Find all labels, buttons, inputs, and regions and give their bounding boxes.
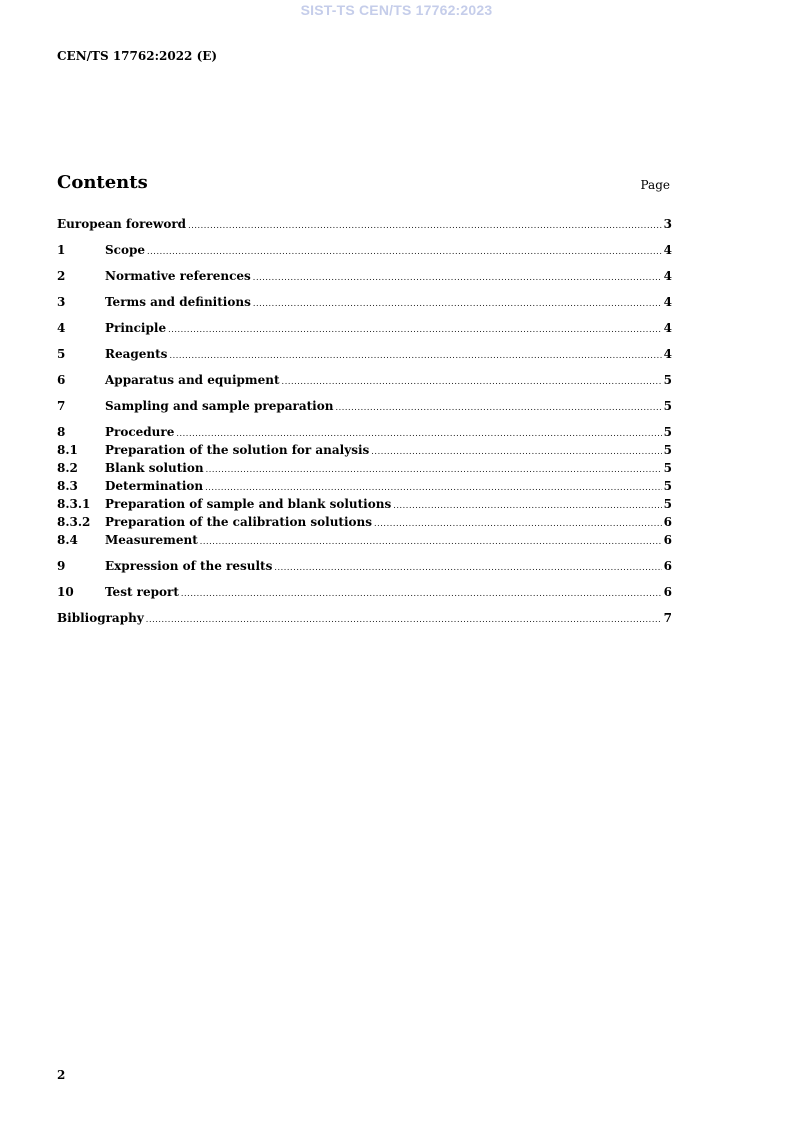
toc-entry-page: 6	[663, 533, 672, 547]
document-identifier: CEN/TS 17762:2022 (E)	[57, 49, 218, 63]
toc-entry-number: 4	[57, 321, 66, 335]
toc-entry-title: Apparatus and equipment	[105, 373, 280, 387]
toc-entry-title: Test report	[105, 585, 179, 599]
toc-entry-title: Measurement	[105, 533, 198, 547]
toc-entry-page: 6	[663, 515, 672, 529]
page-column-label: Page	[640, 178, 670, 192]
toc-entry-page: 6	[663, 585, 672, 599]
toc-entry-page: 5	[663, 373, 672, 387]
toc-entry-page: 4	[663, 243, 672, 257]
toc-entry-title: Reagents	[105, 347, 168, 361]
toc-entry-title: Principle	[105, 321, 167, 335]
toc-entry-page: 7	[663, 611, 672, 625]
toc-entry-page: 6	[663, 559, 672, 573]
contents-title: Contents	[57, 172, 148, 193]
toc-entry-expression-of-results[interactable]	[57, 558, 672, 576]
toc-entry-sample-blank-solutions[interactable]	[57, 496, 672, 514]
toc-entry-page: 4	[663, 269, 672, 283]
toc-entry-title: Preparation of the solution for analysis	[105, 443, 370, 457]
toc-entry-title: Normative references	[105, 269, 251, 283]
toc-entry-title: Terms and definitions	[105, 295, 251, 309]
toc-entry-test-report[interactable]	[57, 584, 672, 602]
dot-leader	[188, 217, 662, 234]
toc-entry-page: 5	[663, 461, 672, 475]
toc-entry-procedure[interactable]	[57, 424, 672, 442]
toc-entry-page: 4	[663, 347, 672, 361]
toc-entry-number: 10	[57, 585, 74, 599]
toc-entry-page: 5	[663, 443, 672, 457]
contents-header	[57, 172, 672, 198]
dot-leader	[253, 295, 662, 312]
toc-entry-title: Blank solution	[105, 461, 204, 475]
toc-entry-title: European foreword	[57, 217, 187, 231]
toc-entry-title: Determination	[105, 479, 204, 493]
toc-entry-preparation-solution[interactable]	[57, 442, 672, 460]
toc-entry-title: Expression of the results	[105, 559, 273, 573]
toc-entry-number: 5	[57, 347, 66, 361]
toc-entry-title: Scope	[105, 243, 146, 257]
watermark-text: SIST-TS CEN/TS 17762:2023	[300, 2, 493, 18]
page-number: 2	[57, 1068, 66, 1082]
dot-leader	[371, 443, 661, 460]
dot-leader	[181, 585, 662, 602]
dot-leader	[176, 425, 661, 442]
toc-entry-apparatus-and-equipment[interactable]	[57, 372, 672, 390]
toc-entry-principle[interactable]	[57, 320, 672, 338]
dot-leader	[147, 243, 662, 260]
toc-entry-title: Bibliography	[57, 611, 144, 625]
toc-entry-page: 4	[663, 295, 672, 309]
dot-leader	[146, 611, 662, 628]
toc-entry-title: Preparation of the calibration solutions	[105, 515, 372, 529]
toc-entry-number: 8.3	[57, 479, 78, 493]
table-of-contents	[57, 216, 672, 628]
toc-entry-number: 8.1	[57, 443, 78, 457]
dot-leader	[393, 497, 661, 514]
toc-entry-number: 8.4	[57, 533, 78, 547]
dot-leader	[253, 269, 662, 286]
toc-entry-page: 5	[663, 425, 672, 439]
dot-leader	[274, 559, 661, 576]
toc-entry-title: Sampling and sample preparation	[105, 399, 334, 413]
dot-leader	[282, 373, 662, 390]
toc-entry-page: 4	[663, 321, 672, 335]
toc-entry-page: 5	[663, 497, 672, 511]
toc-entry-number: 3	[57, 295, 66, 309]
toc-entry-page: 5	[663, 399, 672, 413]
toc-entry-european-foreword[interactable]	[57, 216, 672, 234]
toc-entry-terms-and-definitions[interactable]	[57, 294, 672, 312]
toc-entry-measurement[interactable]	[57, 532, 672, 550]
toc-entry-number: 8.3.2	[57, 515, 91, 529]
toc-entry-number: 9	[57, 559, 66, 573]
toc-entry-sampling[interactable]	[57, 398, 672, 416]
toc-entry-title: Procedure	[105, 425, 175, 439]
toc-entry-number: 8.3.1	[57, 497, 91, 511]
toc-entry-reagents[interactable]	[57, 346, 672, 364]
dot-leader	[205, 479, 662, 496]
toc-entry-number: 8	[57, 425, 66, 439]
dot-leader	[169, 347, 661, 364]
toc-entry-scope[interactable]	[57, 242, 672, 260]
dot-leader	[335, 399, 661, 416]
toc-entry-page: 3	[663, 217, 672, 231]
toc-entry-title: Preparation of sample and blank solutions	[105, 497, 392, 511]
toc-entry-number: 7	[57, 399, 66, 413]
dot-leader	[374, 515, 662, 532]
toc-entry-number: 2	[57, 269, 66, 283]
toc-entry-number: 1	[57, 243, 66, 257]
toc-entry-determination[interactable]	[57, 478, 672, 496]
toc-entry-number: 6	[57, 373, 66, 387]
toc-entry-bibliography[interactable]	[57, 610, 672, 628]
toc-entry-calibration-solutions[interactable]	[57, 514, 672, 532]
toc-entry-blank-solution[interactable]	[57, 460, 672, 478]
dot-leader	[168, 321, 662, 338]
dot-leader	[200, 533, 662, 550]
toc-entry-normative-references[interactable]	[57, 268, 672, 286]
dot-leader	[206, 461, 662, 478]
toc-entry-number: 8.2	[57, 461, 78, 475]
toc-entry-page: 5	[663, 479, 672, 493]
